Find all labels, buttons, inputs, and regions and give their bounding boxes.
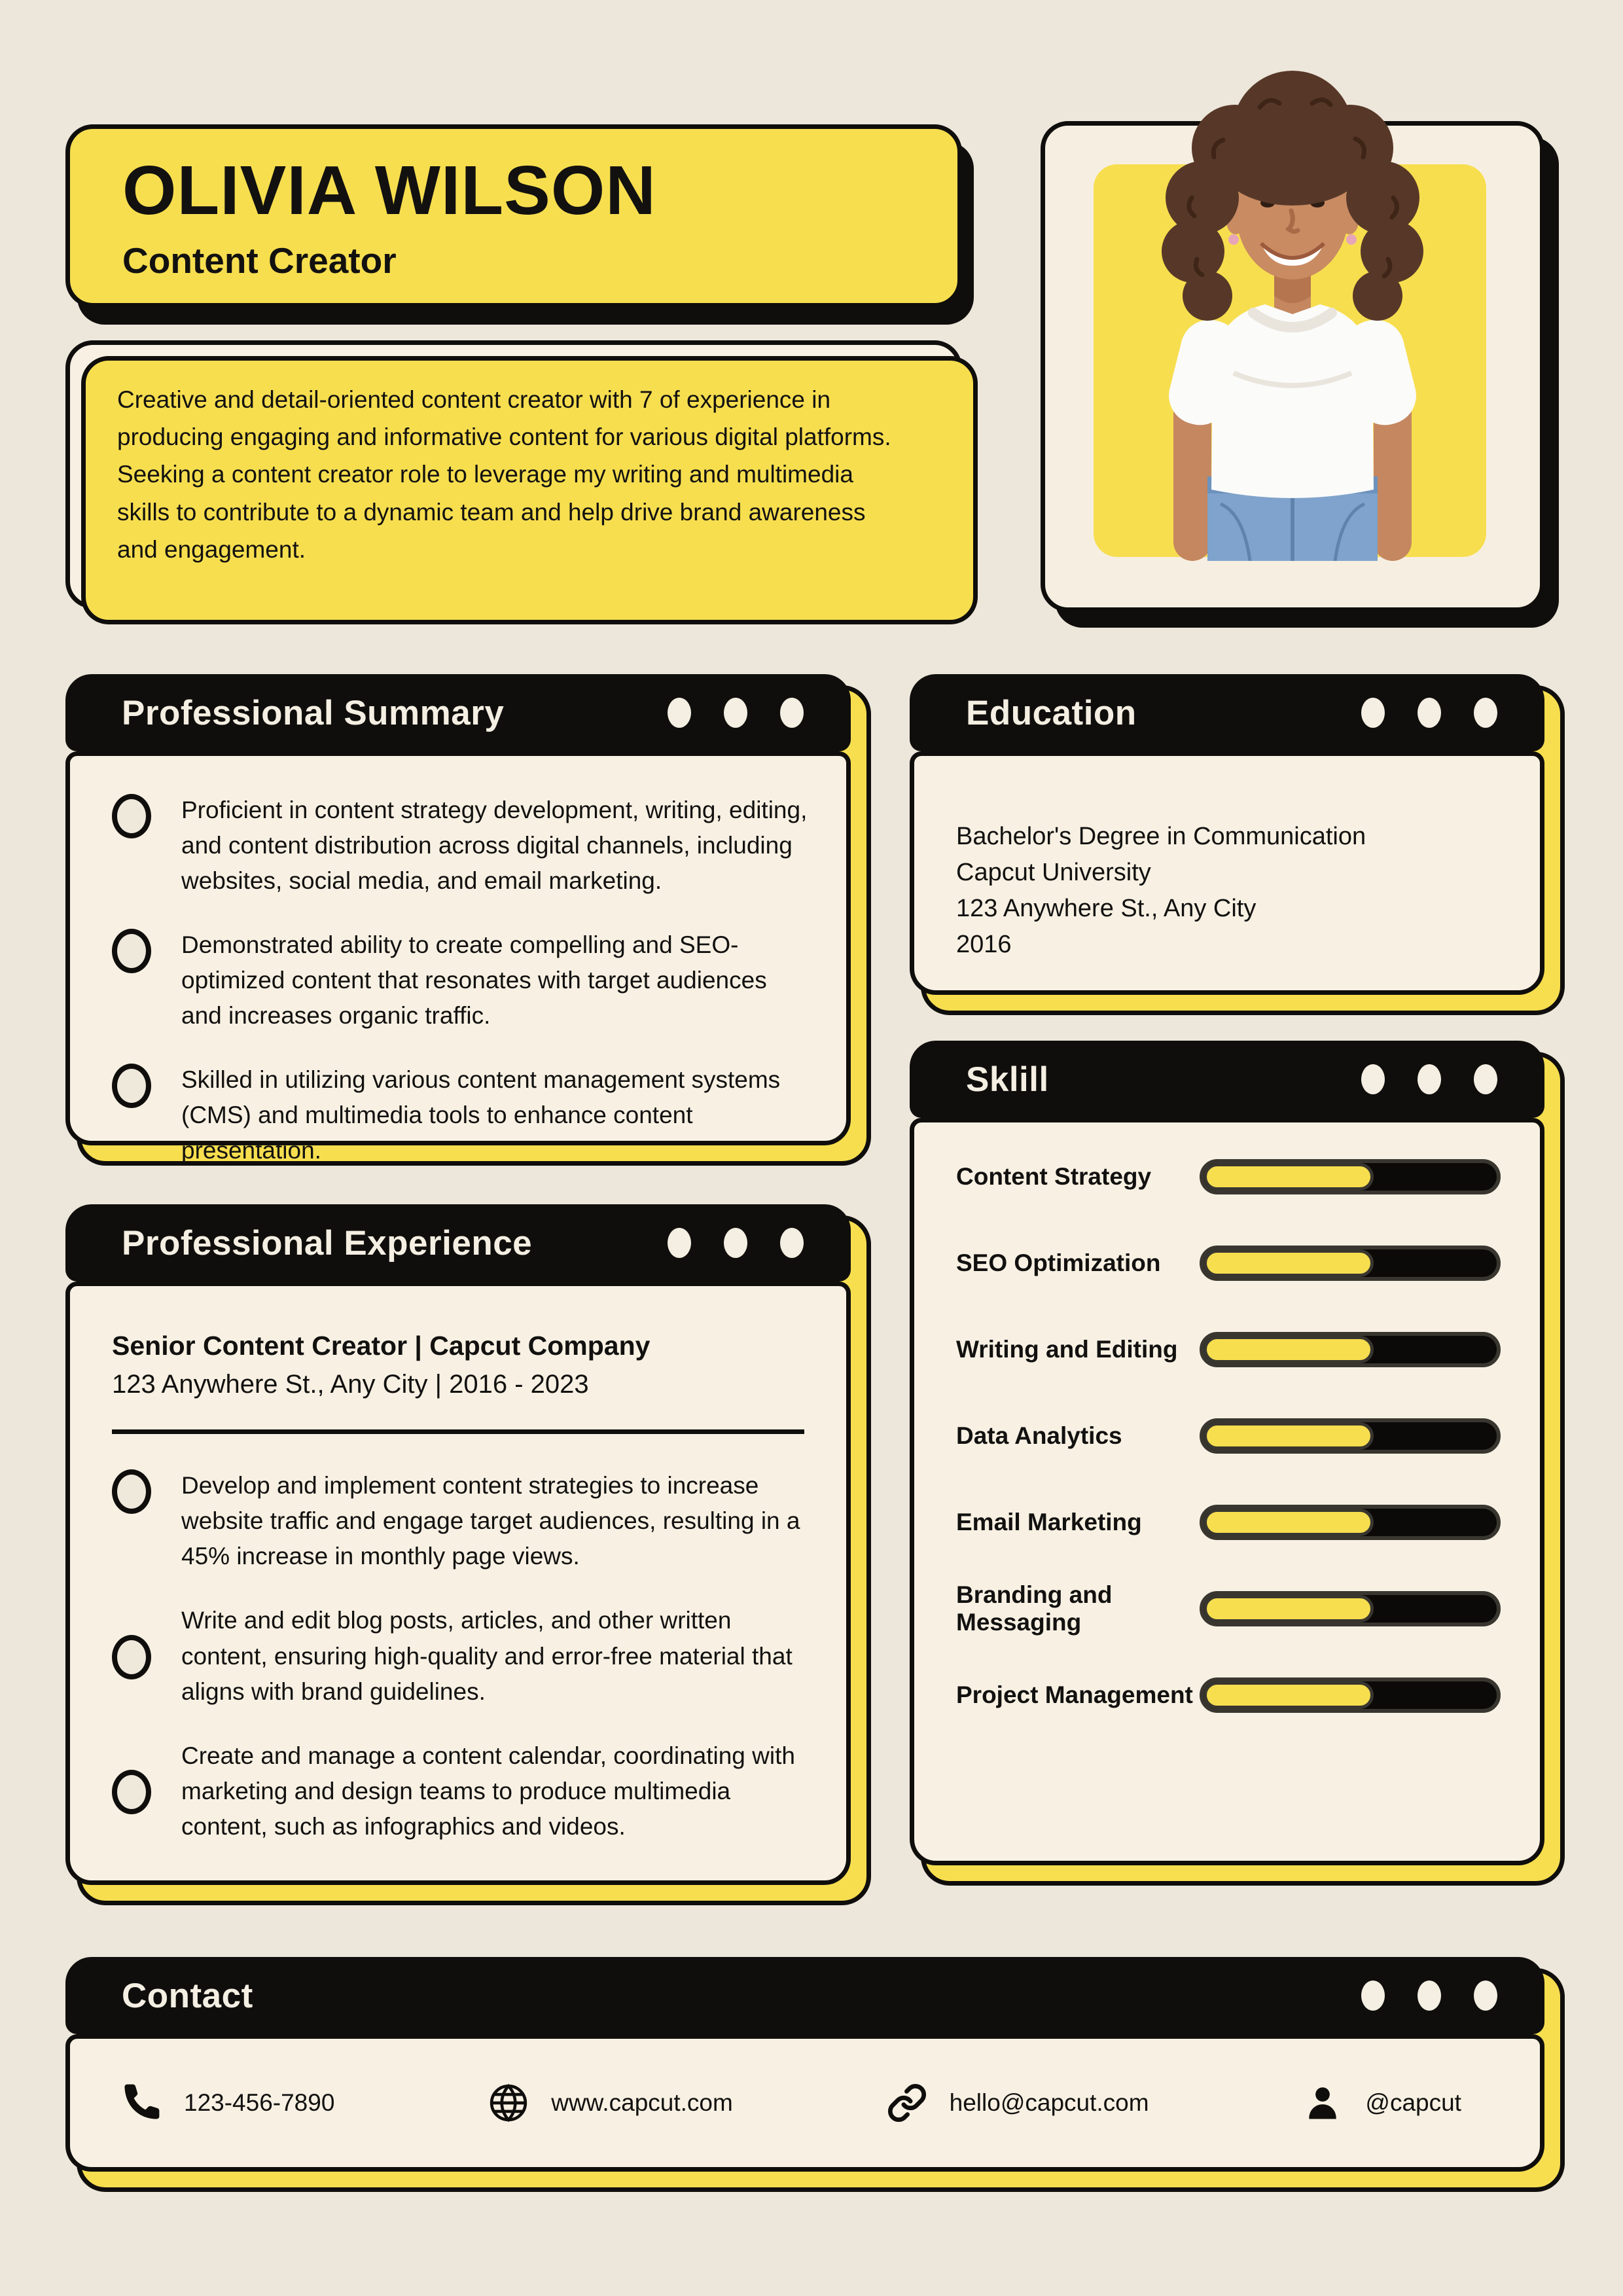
person-name: OLIVIA WILSON [122,151,656,229]
contact-item-email [887,2083,1149,2123]
window-dot [1418,1981,1441,2011]
bullet-circle-icon [112,929,151,973]
window-dot [724,1228,747,1258]
globe-icon [488,2083,529,2123]
window-dot [1361,698,1385,728]
skill-label: Email Marketing [956,1509,1142,1535]
list-item [112,1468,810,1574]
education-address: 123 Anywhere St., Any City [956,895,1257,923]
skill-row [956,1418,1501,1454]
skill-label: SEO Optimization [956,1249,1161,1276]
window-dot [1474,698,1497,728]
skill-label: Content Strategy [956,1163,1152,1190]
window-dot [1418,698,1441,728]
experience-body [65,1282,851,1885]
window-dot [668,1228,691,1258]
skill-label: Data Analytics [956,1422,1122,1449]
experience-header [65,1204,851,1282]
skill-label: Writing and Editing [956,1336,1178,1363]
intro-card [65,340,962,609]
skill-label: Project Management [956,1681,1193,1708]
bullet-circle-icon [112,1635,151,1679]
summary-bullet: Proficient in content strategy development, writing, editing, and content distribution across digital channels, including websites, social media, and email marketing. [181,797,808,895]
contact-title: Contact [122,1976,253,2015]
summary-body [65,751,851,1164]
summary-title: Professional Summary [122,693,505,732]
contact-social: @capcut [1365,2089,1461,2116]
list-item [112,927,813,1033]
list-item [112,1603,810,1709]
bullet-circle-icon [112,1064,151,1108]
window-dot [1474,1064,1497,1094]
bullet-circle-icon [112,1469,151,1514]
portrait-photo [1096,52,1489,561]
window-dot [668,698,691,728]
list-item [112,1062,813,1168]
experience-bullet: Develop and implement content strategies to increase website traffic and engage target audiences, resulting in a 45% increase in monthly page views. [181,1472,800,1570]
photo-card [1041,121,1544,612]
window-dot [1361,1981,1385,2011]
contact-item-phone [121,2083,334,2123]
intro-text: Creative and detail-oriented content creator with 7 of experience in producing engaging and informative content for various digital platforms. Seeking a content creator role to leverage my writing and multimedia skills to contribute to a dynamic team and help drive brand awareness and engagement. [117,386,891,564]
window-dot [1418,1064,1441,1094]
skill-progress-fill [1204,1163,1374,1191]
skill-progress-fill [1204,1336,1374,1363]
skill-row [956,1505,1501,1540]
window-dots [668,698,804,728]
contact-item-website [488,2083,733,2123]
skill-row [956,1581,1501,1636]
window-dots [1361,1064,1497,1094]
divider [112,1429,804,1434]
skill-row [956,1246,1501,1281]
window-dot [1474,1981,1497,2011]
summary-bullet: Skilled in utilizing various content management systems (CMS) and multimedia tools to enhance content presentation. [181,1066,781,1164]
skills-header [910,1041,1544,1118]
window-dot [780,1228,804,1258]
skill-progress-fill [1204,1422,1374,1450]
job-title: Senior Content Creator | Capcut Company [112,1331,651,1361]
job-meta: 123 Anywhere St., Any City | 2016 - 2023 [112,1370,589,1399]
skill-progress-fill [1204,1249,1374,1277]
education-header [910,674,1544,751]
skill-progress-bar [1200,1246,1501,1281]
window-dots [668,1228,804,1258]
skill-label: Branding and Messaging [956,1581,1113,1636]
contact-phone: 123-456-7890 [184,2089,335,2116]
contact-body [65,2034,1544,2172]
list-item [112,1738,810,1844]
skills-body [910,1118,1544,1865]
education-degree: Bachelor's Degree in Communication [956,823,1366,850]
person-icon [1302,2083,1343,2123]
skill-progress-fill [1204,1595,1374,1623]
education-title: Education [966,693,1137,732]
education-section [910,674,1544,995]
contact-email: hello@capcut.com [949,2089,1149,2116]
window-dots [1361,698,1497,728]
bullet-circle-icon [112,1770,151,1814]
window-dot [780,698,804,728]
summary-header [65,674,851,751]
contact-item-social [1302,2083,1461,2123]
window-dot [1361,1064,1385,1094]
window-dot [724,698,747,728]
contact-website: www.capcut.com [551,2089,733,2116]
experience-bullet: Create and manage a content calendar, coordinating with marketing and design teams to produce multimedia content, such as infographics and videos. [181,1742,795,1840]
skill-progress-fill [1204,1681,1374,1709]
bullet-circle-icon [112,794,151,838]
skill-progress-bar [1200,1332,1501,1367]
skill-row [956,1677,1501,1713]
skill-progress-bar [1200,1159,1501,1194]
phone-icon [121,2083,162,2123]
contact-header [65,1957,1544,2034]
contact-section [65,1957,1544,2172]
skill-row [956,1159,1501,1194]
education-body [910,751,1544,995]
name-card [65,124,962,308]
education-year: 2016 [956,931,1012,959]
summary-bullet: Demonstrated ability to create compelling and SEO-optimized content that resonates with target audiences and increases organic traffic. [181,931,767,1030]
experience-bullet: Write and edit blog posts, articles, and other written content, ensuring high-quality and error-free material that aligns with brand guidelines. [181,1607,793,1705]
skill-progress-fill [1204,1509,1374,1536]
skills-section [910,1041,1544,1865]
skill-progress-bar [1200,1418,1501,1454]
person-role: Content Creator [122,240,397,281]
list-item [112,793,813,899]
link-icon [887,2083,927,2123]
skill-progress-bar [1200,1677,1501,1713]
experience-section [65,1204,851,1885]
education-school: Capcut University [956,859,1151,887]
skill-row [956,1332,1501,1367]
skill-progress-bar [1200,1505,1501,1540]
window-dots [1361,1981,1497,2011]
summary-section [65,674,851,1164]
skill-progress-bar [1200,1591,1501,1626]
experience-title: Professional Experience [122,1223,533,1263]
skills-title: Sklill [966,1060,1049,1099]
